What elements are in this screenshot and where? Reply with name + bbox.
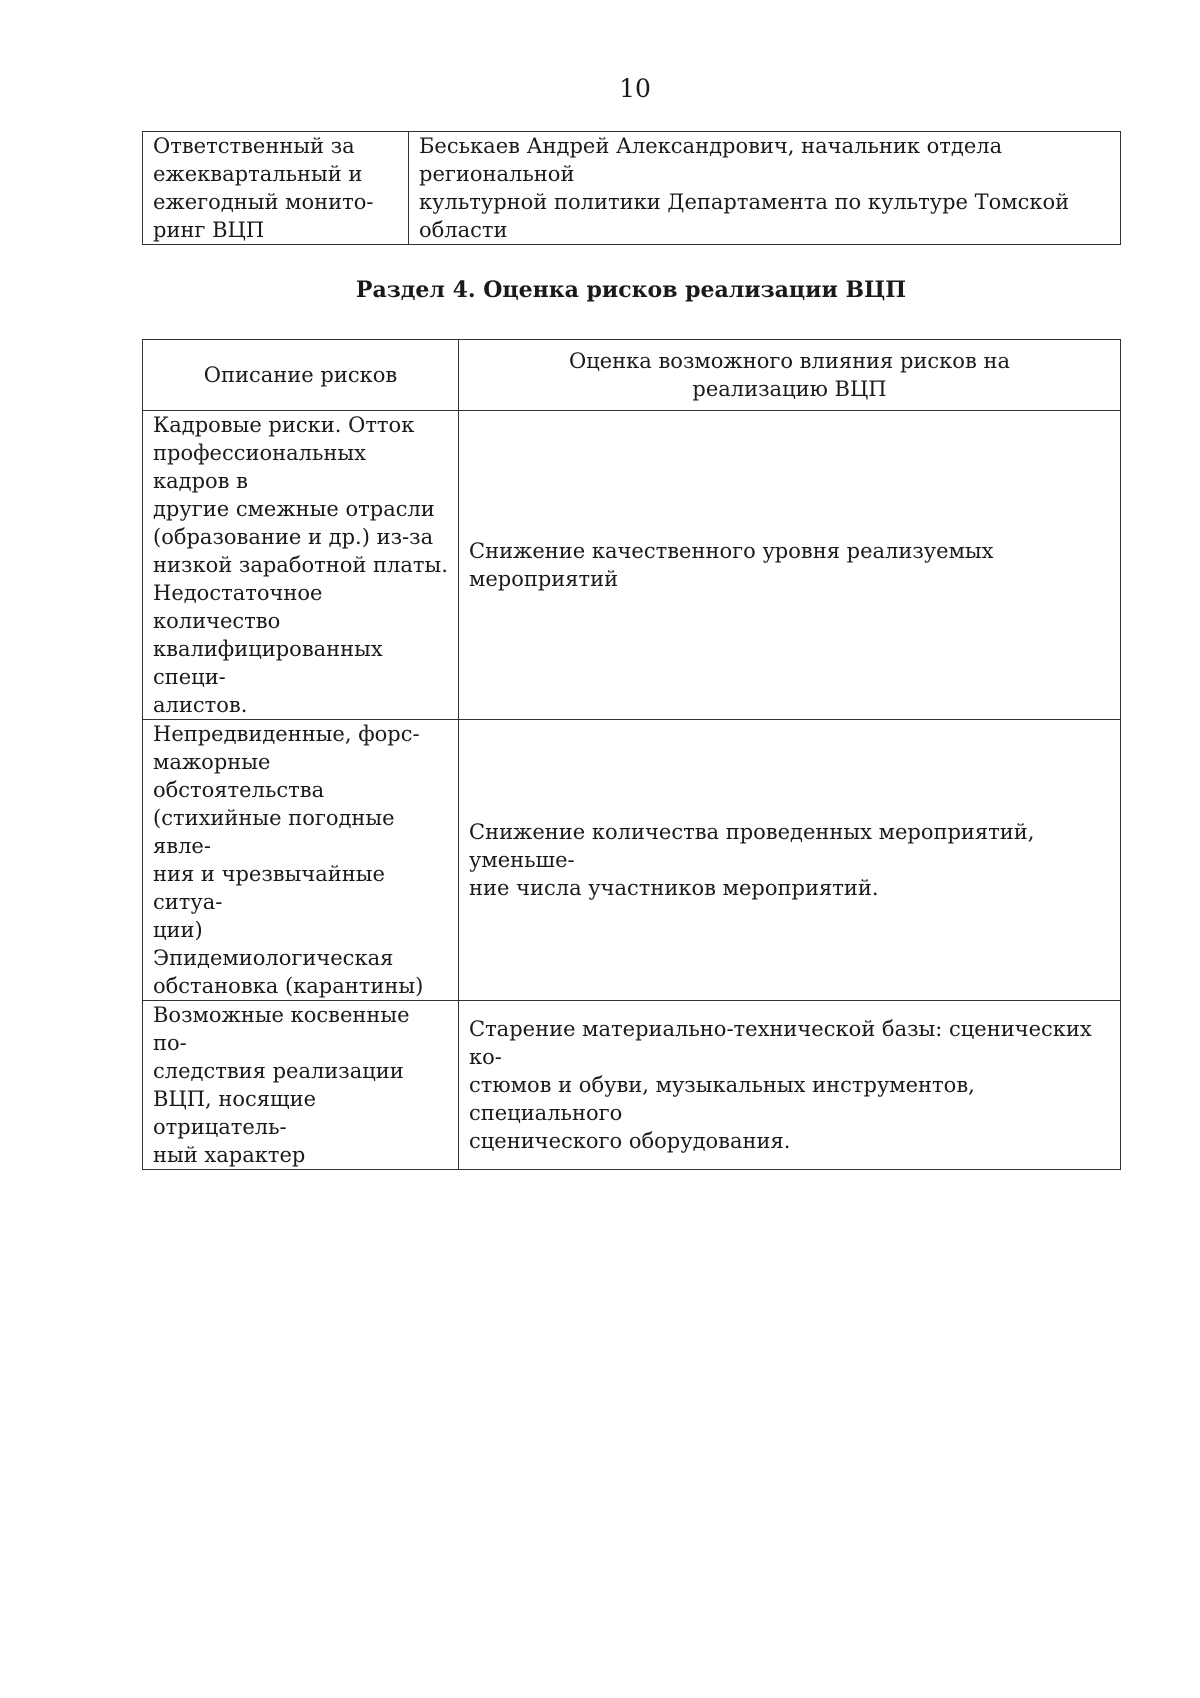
risk-description: Непредвиденные, форс- мажорные обстоятельства (стихийные погодные явле- ния и чрезвычайные ситуа- ции) Эпидемиологическая обстановка (карантины)	[143, 720, 459, 1001]
responsible-table	[142, 131, 1121, 245]
table-row	[143, 132, 1121, 245]
risk-impact: Снижение качественного уровня реализуемых мероприятий	[459, 411, 1121, 720]
table-row	[143, 1001, 1121, 1170]
section-title: Раздел 4. Оценка рисков реализации ВЦП	[355, 277, 907, 303]
table-header-row	[143, 340, 1121, 411]
page-number: 10	[619, 74, 651, 103]
responsible-label: Ответственный за ежеквартальный и ежегодный монито- ринг ВЦП	[143, 132, 409, 245]
risk-impact: Снижение количества проведенных мероприятий, уменьше- ние числа участников мероприятий.	[459, 720, 1121, 1001]
risk-impact: Старение материально-технической базы: сценических ко- стюмов и обуви, музыкальных инструментов, специального сценического оборудования.	[459, 1001, 1121, 1170]
table-row	[143, 411, 1121, 720]
column-header-impact: Оценка возможного влияния рисков на реализацию ВЦП	[459, 340, 1121, 411]
table-row	[143, 720, 1121, 1001]
responsible-value: Беськаев Андрей Александрович, начальник отдела региональной культурной политики Департамента по культуре Томской области	[409, 132, 1121, 245]
risk-description: Кадровые риски. Отток профессиональных кадров в другие смежные отрасли (образование и др.) из-за низкой заработной платы. Недостаточное количество квалифицированных специ- алистов.	[143, 411, 459, 720]
risk-table	[142, 339, 1121, 1170]
risk-description: Возможные косвенные по- следствия реализации ВЦП, носящие отрицатель- ный характер	[143, 1001, 459, 1170]
column-header-risk: Описание рисков	[143, 340, 459, 411]
